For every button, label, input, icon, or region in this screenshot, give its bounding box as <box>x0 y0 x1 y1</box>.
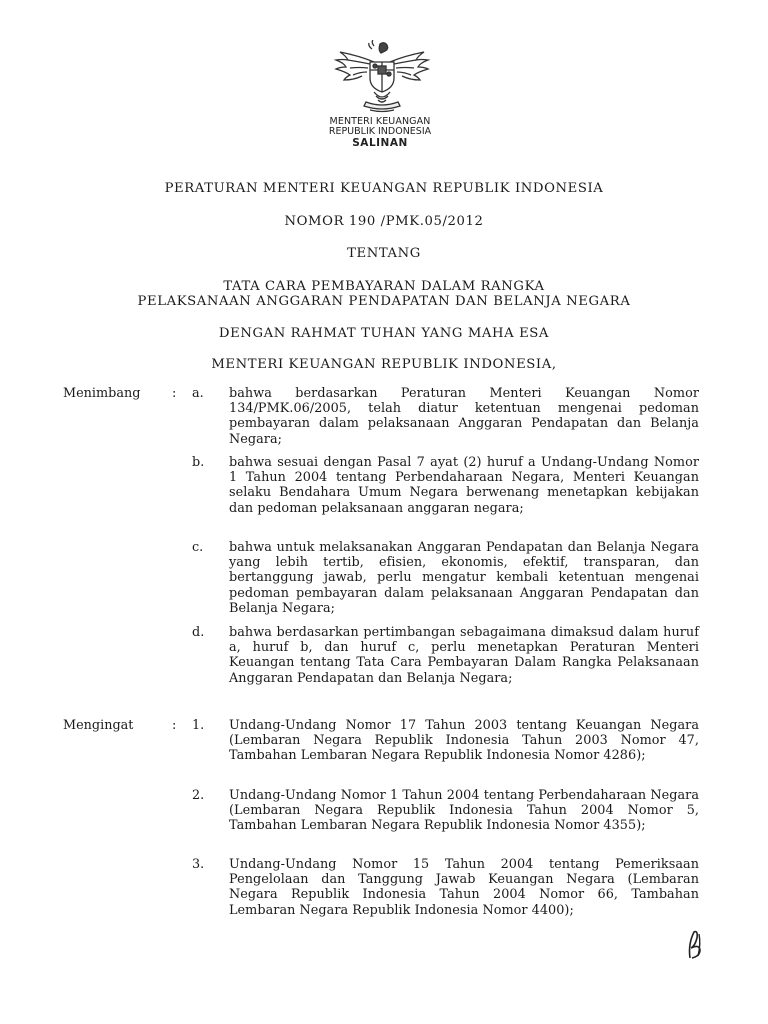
mengingat-item-text: Undang-Undang Nomor 15 Tahun 2004 tentang Pemeriksaan Pengelolaan dan Tanggung Jawab Keuangan Negara (Lembaran Negara Republik Indonesia Tahun 2004 Nomor 66, Tambahan Lembaran Negara Republik Indonesia Nomor 4400); <box>229 857 699 918</box>
seal-country-label: REPUBLIK INDONESIA <box>328 126 432 137</box>
initial-signature-icon <box>684 928 706 960</box>
about-heading: TENTANG <box>347 246 421 261</box>
menimbang-item-text: bahwa berdasarkan pertimbangan sebagaimana dimaksud dalam huruf a, huruf b, dan huruf c, perlu menetapkan Peraturan Menteri Keuangan tentang Tata Cara Pembayaran Dalam Rangka Pelaksanaan Anggaran Pendapatan dan Belanja Negara; <box>229 625 699 686</box>
minister-line: MENTERI KEUANGAN REPUBLIK INDONESIA, <box>211 357 557 372</box>
mengingat-item-mark: 2. <box>192 788 205 803</box>
mengingat-colon: : <box>172 718 177 733</box>
mengingat-item-text: Undang-Undang Nomor 1 Tahun 2004 tentang Perbendaharaan Negara (Lembaran Negara Republik Indonesia Tahun 2004 Nomor 5, Tambahan Lembaran Negara Republik Indonesia Nomor 4355); <box>229 788 699 834</box>
seal-copy-label: SALINAN <box>352 137 408 149</box>
mengingat-item-mark: 1. <box>192 718 205 733</box>
regulation-title: PERATURAN MENTERI KEUANGAN REPUBLIK INDONESIA <box>164 181 604 196</box>
garuda-emblem-icon <box>330 40 434 116</box>
menimbang-label: Menimbang <box>63 386 141 401</box>
mengingat-item-text: Undang-Undang Nomor 17 Tahun 2003 tentang Keuangan Negara (Lembaran Negara Republik Indonesia Tahun 2003 Nomor 47, Tambahan Lembaran Negara Republik Indonesia Nomor 4286); <box>229 718 699 764</box>
menimbang-item-mark: c. <box>192 540 204 555</box>
menimbang-item-mark: a. <box>192 386 204 401</box>
menimbang-item-text: bahwa sesuai dengan Pasal 7 ayat (2) huruf a Undang-Undang Nomor 1 Tahun 2004 tentang Perbendaharaan Negara, Menteri Keuangan selaku Bendahara Umum Negara berwenang menetapkan kebijakan dan pedoman pelaksanaan anggaran negara; <box>229 455 699 516</box>
menimbang-item-text: bahwa berdasarkan Peraturan Menteri Keuangan Nomor 134/PMK.06/2005, telah diatur ketentuan mengenai pedoman pembayaran dalam pelaksanaan Anggaran Pendapatan dan Belanja Negara; <box>229 386 699 447</box>
subject-line-2: PELAKSANAAN ANGGARAN PENDAPATAN DAN BELANJA NEGARA <box>137 294 631 309</box>
mengingat-label: Mengingat <box>63 718 134 733</box>
menimbang-item-text: bahwa untuk melaksanakan Anggaran Pendapatan dan Belanja Negara yang lebih tertib, efisien, ekonomis, efektif, transparan, dan bertanggung jawab, perlu mengatur kembali ketentuan mengenai pedoman pembayaran dalam pelaksanaan Anggaran Pendapatan dan Belanja Negara; <box>229 540 699 616</box>
invocation-line: DENGAN RAHMAT TUHAN YANG MAHA ESA <box>218 326 550 341</box>
seal-ministry-label: MENTERI KEUANGAN <box>329 116 431 127</box>
subject-line-1: TATA CARA PEMBAYARAN DALAM RANGKA <box>223 279 545 294</box>
menimbang-item-mark: d. <box>192 625 205 640</box>
menimbang-colon: : <box>172 386 177 401</box>
mengingat-item-mark: 3. <box>192 857 205 872</box>
menimbang-item-mark: b. <box>192 455 205 470</box>
regulation-number: NOMOR 190 /PMK.05/2012 <box>284 214 484 229</box>
